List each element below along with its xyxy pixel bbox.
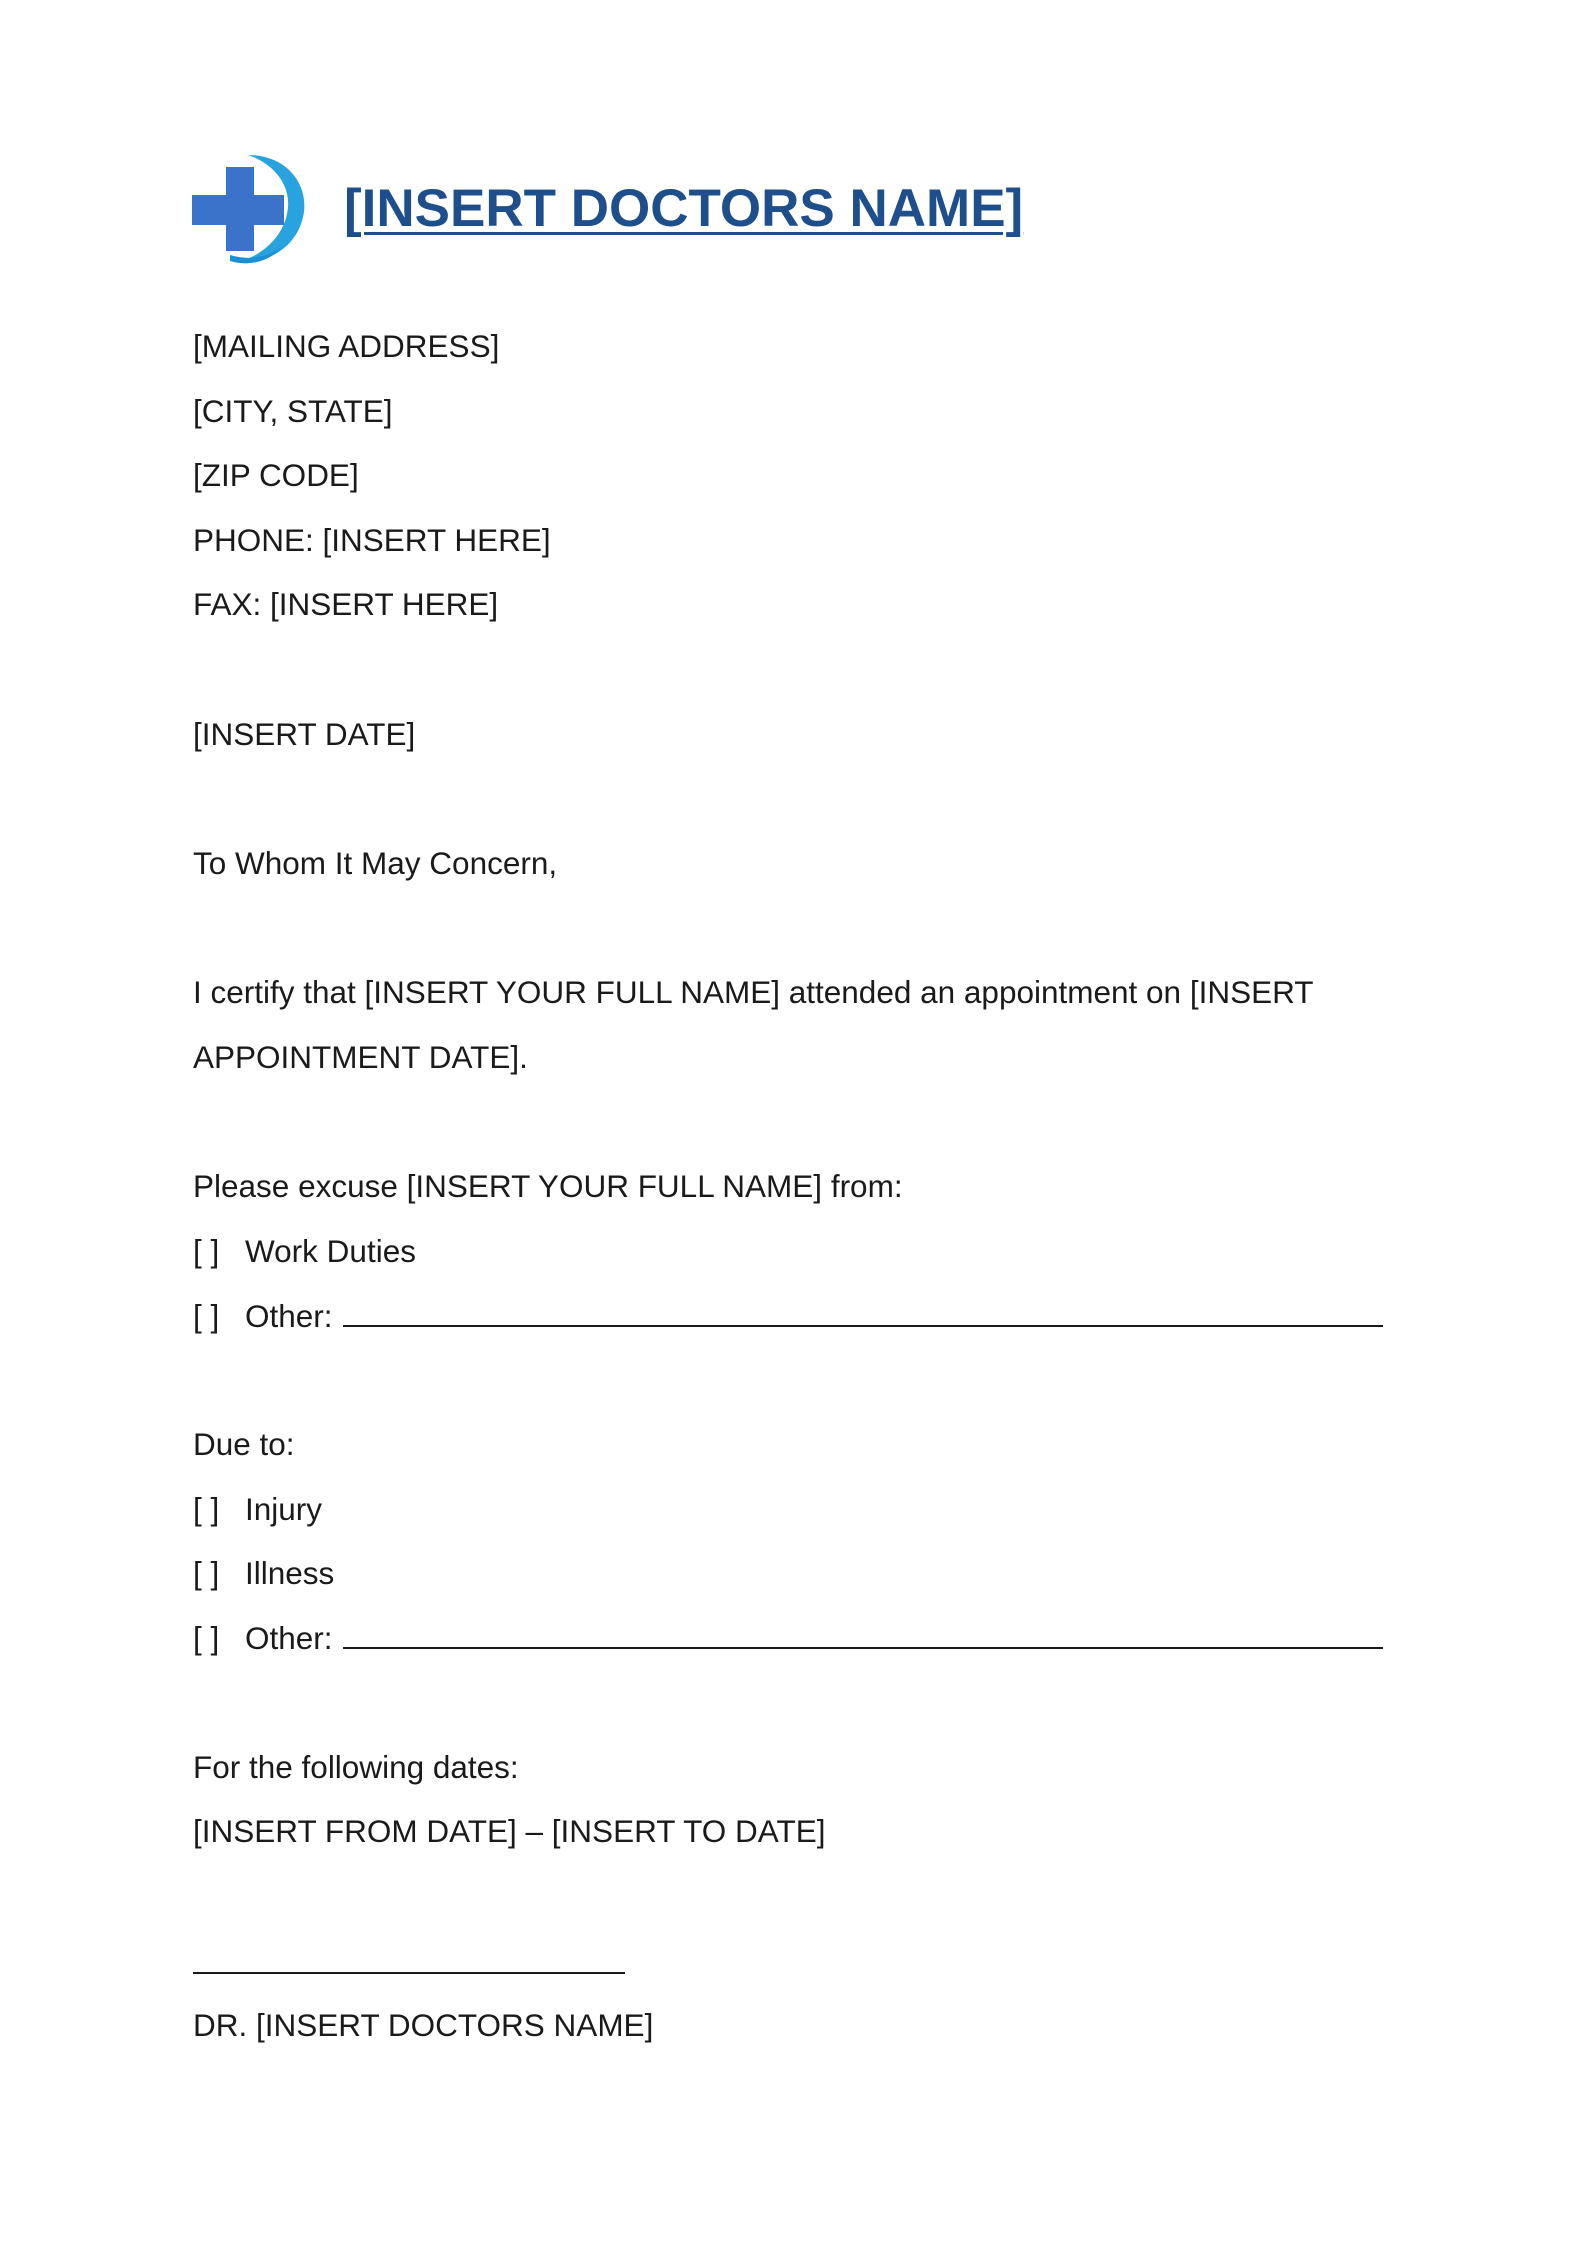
due-option-injury[interactable] xyxy=(193,1489,322,1529)
fax-line: FAX: [INSERT HERE] xyxy=(193,586,499,622)
excuse-option-work-duties[interactable] xyxy=(193,1231,416,1271)
option-label: Work Duties xyxy=(245,1233,416,1269)
dates-intro: For the following dates: xyxy=(193,1749,519,1785)
other-fill-line[interactable] xyxy=(343,1617,1383,1649)
mailing-address: [MAILING ADDRESS] xyxy=(193,328,500,364)
checkbox[interactable]: [ ] xyxy=(193,1298,220,1334)
checkbox[interactable]: [ ] xyxy=(193,1555,220,1591)
certify-line-1: I certify that [INSERT YOUR FULL NAME] attended an appointment on [INSERT xyxy=(193,974,1314,1010)
checkbox[interactable]: [ ] xyxy=(193,1233,220,1269)
signature-line[interactable] xyxy=(193,1972,625,1974)
option-label: Illness xyxy=(245,1555,335,1591)
due-option-other[interactable] xyxy=(193,1617,1383,1658)
signature-name: DR. [INSERT DOCTORS NAME] xyxy=(193,2007,654,2043)
city-state: [CITY, STATE] xyxy=(193,393,393,429)
doctor-name-heading: [INSERT DOCTORS NAME] xyxy=(344,178,1024,238)
other-fill-line[interactable] xyxy=(343,1295,1383,1327)
due-to-intro: Due to: xyxy=(193,1426,295,1462)
option-label: Other: xyxy=(245,1298,333,1334)
medical-cross-icon xyxy=(190,149,312,267)
checkbox[interactable]: [ ] xyxy=(193,1620,220,1656)
salutation: To Whom It May Concern, xyxy=(193,845,558,881)
letter-date: [INSERT DATE] xyxy=(193,716,416,752)
dates-range: [INSERT FROM DATE] – [INSERT TO DATE] xyxy=(193,1813,826,1849)
option-label: Injury xyxy=(245,1491,323,1527)
excuse-option-other[interactable] xyxy=(193,1295,1383,1336)
certify-line-2: APPOINTMENT DATE]. xyxy=(193,1039,528,1075)
zip-code: [ZIP CODE] xyxy=(193,457,359,493)
excuse-intro: Please excuse [INSERT YOUR FULL NAME] from: xyxy=(193,1168,903,1204)
checkbox[interactable]: [ ] xyxy=(193,1491,220,1527)
option-label: Other: xyxy=(245,1620,333,1656)
letterhead xyxy=(190,148,1023,268)
phone-line: PHONE: [INSERT HERE] xyxy=(193,522,551,558)
due-option-illness[interactable] xyxy=(193,1553,334,1593)
